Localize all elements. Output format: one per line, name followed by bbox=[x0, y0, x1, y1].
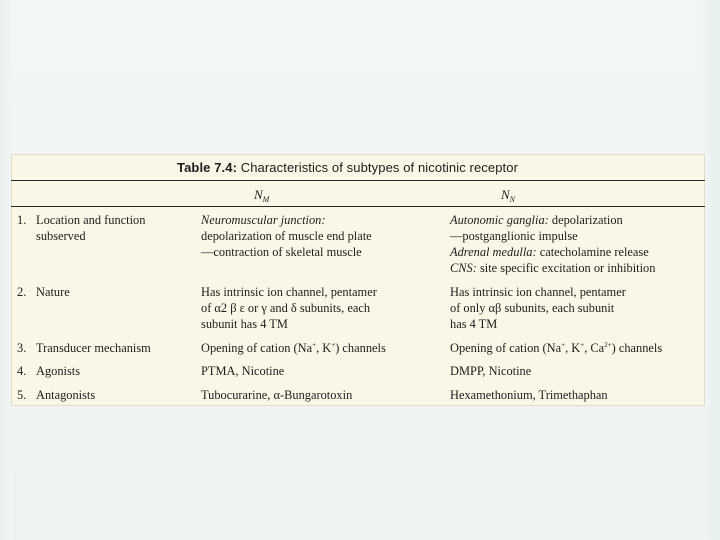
nn-cell-line: Has intrinsic ion channel, pentamer bbox=[450, 285, 626, 299]
nm-cell-line: Opening of cation (Na+, K+) channels bbox=[201, 341, 386, 355]
column-header-nn: $N_N$ bbox=[501, 187, 516, 204]
row-number: 1. bbox=[17, 213, 27, 227]
row-feature: Nature bbox=[36, 285, 70, 299]
nn-cell-line: has 4 TM bbox=[450, 317, 498, 331]
nn-cell-line: Autonomic ganglia: depolarization bbox=[450, 213, 623, 227]
nm-cell-line: Neuromuscular junction: bbox=[201, 213, 326, 227]
nn-cell-line: DMPP, Nicotine bbox=[450, 364, 532, 378]
nm-cell-line: PTMA, Nicotine bbox=[201, 364, 285, 378]
scanned-table-image bbox=[11, 154, 705, 406]
rule-top bbox=[11, 180, 705, 181]
nm-cell-line: —contraction of skeletal muscle bbox=[201, 245, 362, 259]
nn-cell-line: CNS: site specific excitation or inhibition bbox=[450, 261, 656, 275]
nm-cell-line: subunit has 4 TM bbox=[201, 317, 288, 331]
row-feature: subserved bbox=[36, 229, 86, 243]
nn-cell-line: of only αβ subunits, each subunit bbox=[450, 301, 615, 315]
nm-cell-line: Has intrinsic ion channel, pentamer bbox=[201, 285, 377, 299]
nm-cell-line: of α2 β ε or γ and δ subunits, each bbox=[201, 301, 371, 315]
row-number: 3. bbox=[17, 341, 27, 355]
column-header-nm: $N_M$ bbox=[254, 187, 270, 204]
nn-cell-line: —postganglionic impulse bbox=[450, 229, 578, 243]
row-feature: Location and function bbox=[36, 213, 146, 227]
caption-label: Table 7.4: bbox=[177, 160, 238, 175]
rule-header bbox=[11, 206, 705, 207]
row-feature: Antagonists bbox=[36, 388, 96, 402]
row-feature: Transducer mechanism bbox=[36, 341, 151, 355]
nn-cell-line: Hexamethonium, Trimethaphan bbox=[450, 388, 608, 402]
nm-cell-line: Tubocurarine, α-Bungarotoxin bbox=[201, 388, 353, 402]
row-number: 2. bbox=[17, 285, 27, 299]
caption-text: Characteristics of subtypes of nicotinic receptor bbox=[240, 160, 519, 175]
table-caption bbox=[177, 160, 518, 175]
row-feature: Agonists bbox=[36, 364, 81, 378]
nn-cell-line: Opening of cation (Na+, K+, $Ca^{2+}$) channels bbox=[450, 341, 663, 355]
nn-cell-line: Adrenal medulla: catecholamine release bbox=[450, 245, 649, 259]
row-number: 4. bbox=[17, 364, 27, 378]
row-number: 5. bbox=[17, 388, 27, 402]
nm-cell-line: depolarization of muscle end plate bbox=[201, 229, 372, 243]
